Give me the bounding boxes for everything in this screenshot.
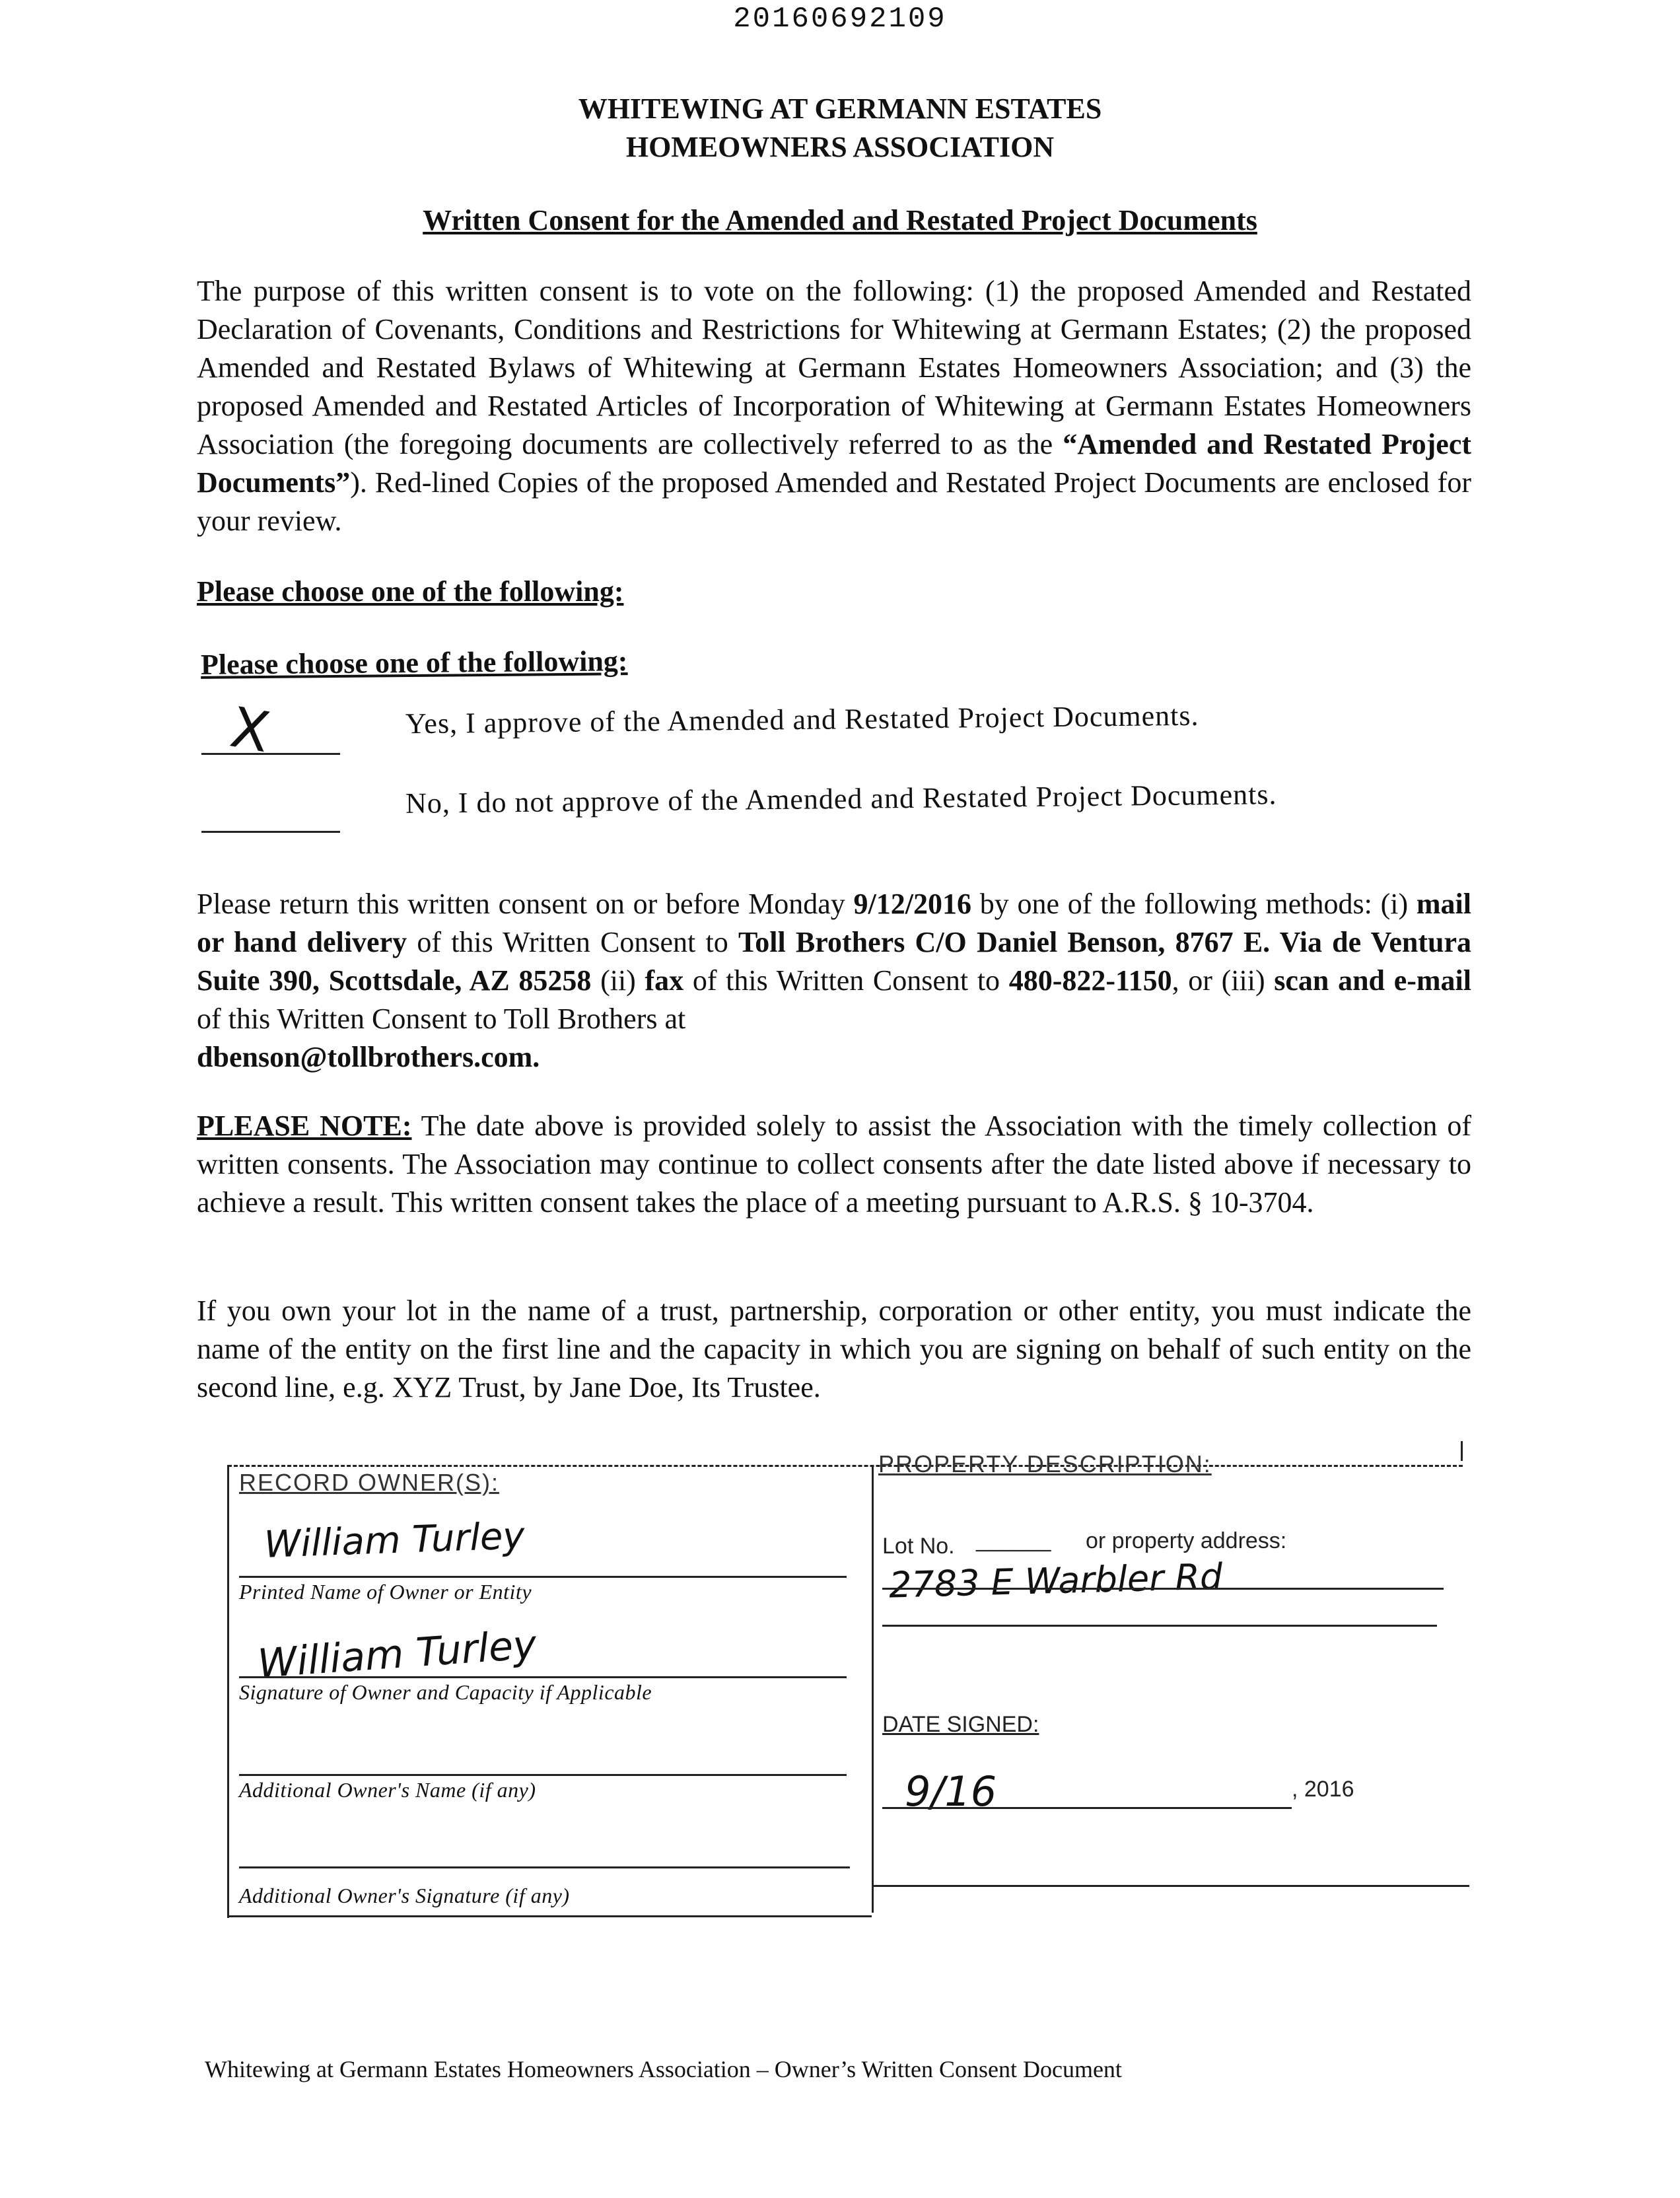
title-line-2: HOMEOWNERS ASSOCIATION: [625, 131, 1055, 163]
additional-signature-line[interactable]: [239, 1866, 850, 1868]
purpose-bold-term: “Amended and Restated Project Documents”: [197, 428, 1471, 499]
purpose-paragraph: The purpose of this written consent is to vote on the following: (1) the proposed Amended and Restated Declaration of Covenants, Conditions and Restrictions for Whitewing at Germann Estates; (2) the proposed Amended and Restated Bylaws of Whitewing at Germann Estates Homeowners Association; and (3) the proposed Amended and Restated Articles of Incorporation of Whitewing at Germann Estates Homeowners Association (the foregoing documents are collectively referred to as the “Amended and Restated Project Documents”). Red-lined Copies of the proposed Amended and Restated Project Documents are enclosed for your review.: [197, 275, 1471, 537]
yes-check-mark: X: [225, 694, 275, 765]
date-signed-value: 9/16: [905, 1767, 997, 1816]
form-left-bottom-border: [228, 1915, 872, 1917]
choose-heading-1: Please choose one of the following:: [197, 575, 624, 608]
additional-name-label: Additional Owner's Name (if any): [239, 1778, 536, 1802]
please-note-paragraph: PLEASE NOTE: The date above is provided solely to assist the Association with the timely collection of written consents. The Association may continue to collect consents after the date listed above if necessary to achieve a result. This written consent takes the place of a meeting pursuant to A.R.S. § 10-3704.: [197, 1110, 1471, 1219]
entity-paragraph: If you own your lot in the name of a trust, partnership, corporation or other entity, you must indicate the name of the entity on the first line and the capacity in which you are signing on behalf of such entity on the second line, e.g. XYZ Trust, by Jane Doe, Its Trustee.: [197, 1294, 1471, 1403]
signature-value: William Turley: [256, 1621, 538, 1687]
lot-number-blank[interactable]: ______: [976, 1527, 1051, 1552]
document-id: 20160692109: [733, 3, 947, 36]
date-signed-line[interactable]: [882, 1807, 1292, 1809]
printed-name-value: William Turley: [263, 1514, 526, 1567]
record-owners-label: RECORD OWNER(S):: [239, 1469, 499, 1496]
form-right-tick: [1461, 1441, 1463, 1461]
property-description-label: PROPERTY DESCRIPTION:: [878, 1450, 1212, 1477]
choose-heading-2: Please choose one of the following:: [200, 645, 628, 681]
printed-name-label: Printed Name of Owner or Entity: [239, 1580, 532, 1604]
address-value: 2783 E Warbler Rd: [888, 1555, 1224, 1606]
lot-number-label: Lot No.: [882, 1534, 955, 1559]
form-column-divider: [872, 1465, 874, 1913]
form-left-border: [227, 1465, 229, 1918]
address-line-2[interactable]: [882, 1625, 1437, 1627]
yes-option-line[interactable]: [201, 753, 340, 755]
contact-email: dbenson@tollbrothers.com.: [197, 1041, 540, 1073]
no-option-line[interactable]: [201, 831, 340, 833]
additional-name-line[interactable]: [239, 1774, 847, 1776]
no-option-label: No, I do not approve of the Amended and Restated Project Documents.: [405, 778, 1277, 820]
page-subtitle: Written Consent for the Amended and Restated Project Documents: [423, 204, 1257, 236]
address-label: or property address:: [1086, 1528, 1287, 1553]
signature-label: Signature of Owner and Capacity if Applicable: [239, 1680, 652, 1704]
please-note-label: PLEASE NOTE:: [197, 1110, 412, 1142]
address-line-1[interactable]: [882, 1588, 1444, 1590]
form-right-bottom-border: [872, 1885, 1469, 1887]
signature-line[interactable]: [239, 1676, 847, 1678]
date-signed-year: , 2016: [1292, 1777, 1354, 1802]
date-signed-label: DATE SIGNED:: [882, 1712, 1039, 1737]
return-instructions: Please return this written consent on or before Monday 9/12/2016 by one of the following methods: (i) mail or hand delivery of this Written Consent to Toll Brothers C/O Daniel Benson, 8767 E. Via de Ventura Suite 390, Scottsdale, AZ 85258 (ii) fax of this Written Consent to 480-822-1150, or (iii) scan and e-mail of this Written Consent to Toll Brothers at dbenson@tollbrothers.com.: [197, 888, 1471, 1073]
printed-name-line[interactable]: [239, 1576, 847, 1578]
form-top-border: [228, 1465, 1463, 1467]
page-footer: Whitewing at Germann Estates Homeowners Association – Owner’s Written Consent Document: [205, 2056, 1122, 2082]
additional-signature-label: Additional Owner's Signature (if any): [239, 1884, 570, 1907]
yes-option-label: Yes, I approve of the Amended and Restated Project Documents.: [405, 699, 1199, 740]
title-line-1: WHITEWING AT GERMANN ESTATES: [578, 92, 1102, 125]
